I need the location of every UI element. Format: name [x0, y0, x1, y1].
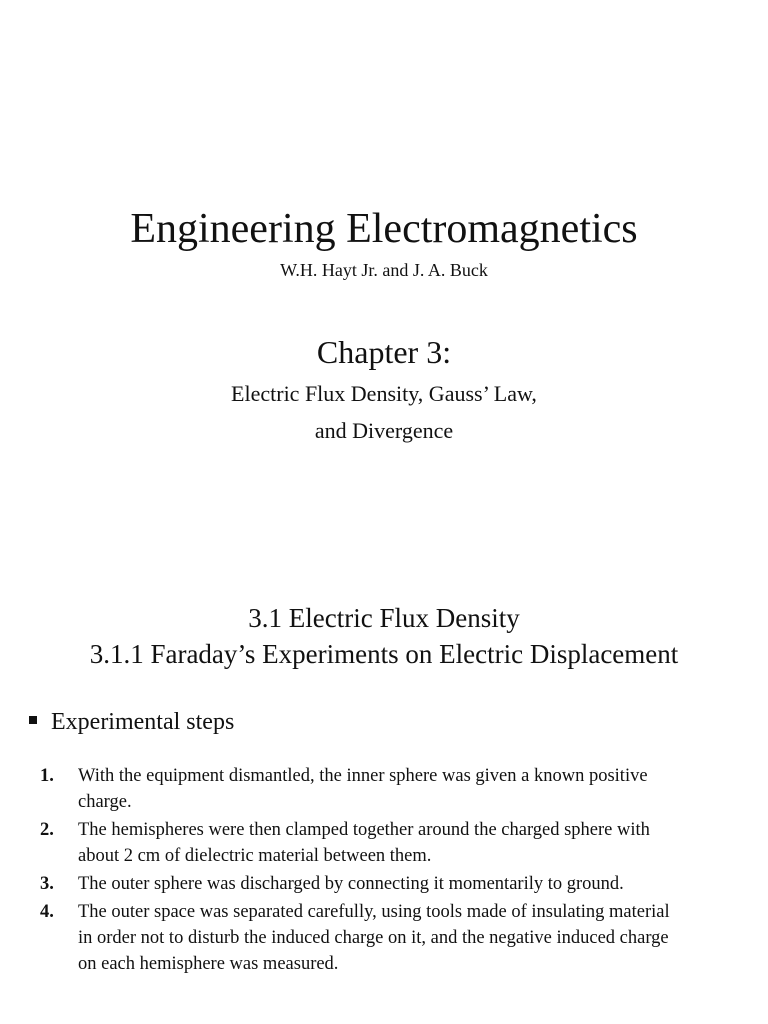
- step-text-line: in order not to disturb the induced charge on it, and the negative induced charge: [78, 928, 669, 948]
- list-item: [40, 763, 760, 815]
- chapter-subtitle-line-2: and Divergence: [314, 418, 454, 443]
- step-text-line: The outer sphere was discharged by connecting it momentarily to ground.: [78, 874, 624, 894]
- step-text-line: The outer space was separated carefully, using tools made of insulating material: [78, 902, 670, 922]
- chapter-subtitle-line-1: Electric Flux Density, Gauss’ Law,: [231, 381, 537, 406]
- step-text-line: on each hemisphere was measured.: [78, 954, 339, 974]
- step-number: 4.: [40, 902, 54, 922]
- chapter-heading: Chapter 3:: [316, 334, 452, 370]
- step-number: 3.: [40, 874, 54, 894]
- bullet-item: [29, 706, 234, 738]
- step-number: 2.: [40, 820, 54, 840]
- section-heading: 3.1 Electric Flux Density: [248, 603, 520, 633]
- step-text-line: With the equipment dismantled, the inner sphere was given a known positive: [78, 766, 648, 786]
- steps-list: [40, 763, 760, 979]
- step-text-line: about 2 cm of dielectric material between them.: [78, 846, 432, 866]
- step-text-line: The hemispheres were then clamped together around the charged sphere with: [78, 820, 650, 840]
- list-item: [40, 817, 760, 869]
- square-bullet-icon: [29, 716, 37, 724]
- bullet-text: Experimental steps: [51, 709, 235, 735]
- book-title: Engineering Electromagnetics: [130, 206, 638, 252]
- step-text-line: charge.: [78, 792, 132, 812]
- authors: W.H. Hayt Jr. and J. A. Buck: [280, 260, 488, 280]
- step-number: 1.: [40, 766, 54, 786]
- list-item: [40, 871, 760, 897]
- list-item: [40, 899, 760, 977]
- subsection-heading: 3.1.1 Faraday’s Experiments on Electric Displacement: [89, 639, 679, 669]
